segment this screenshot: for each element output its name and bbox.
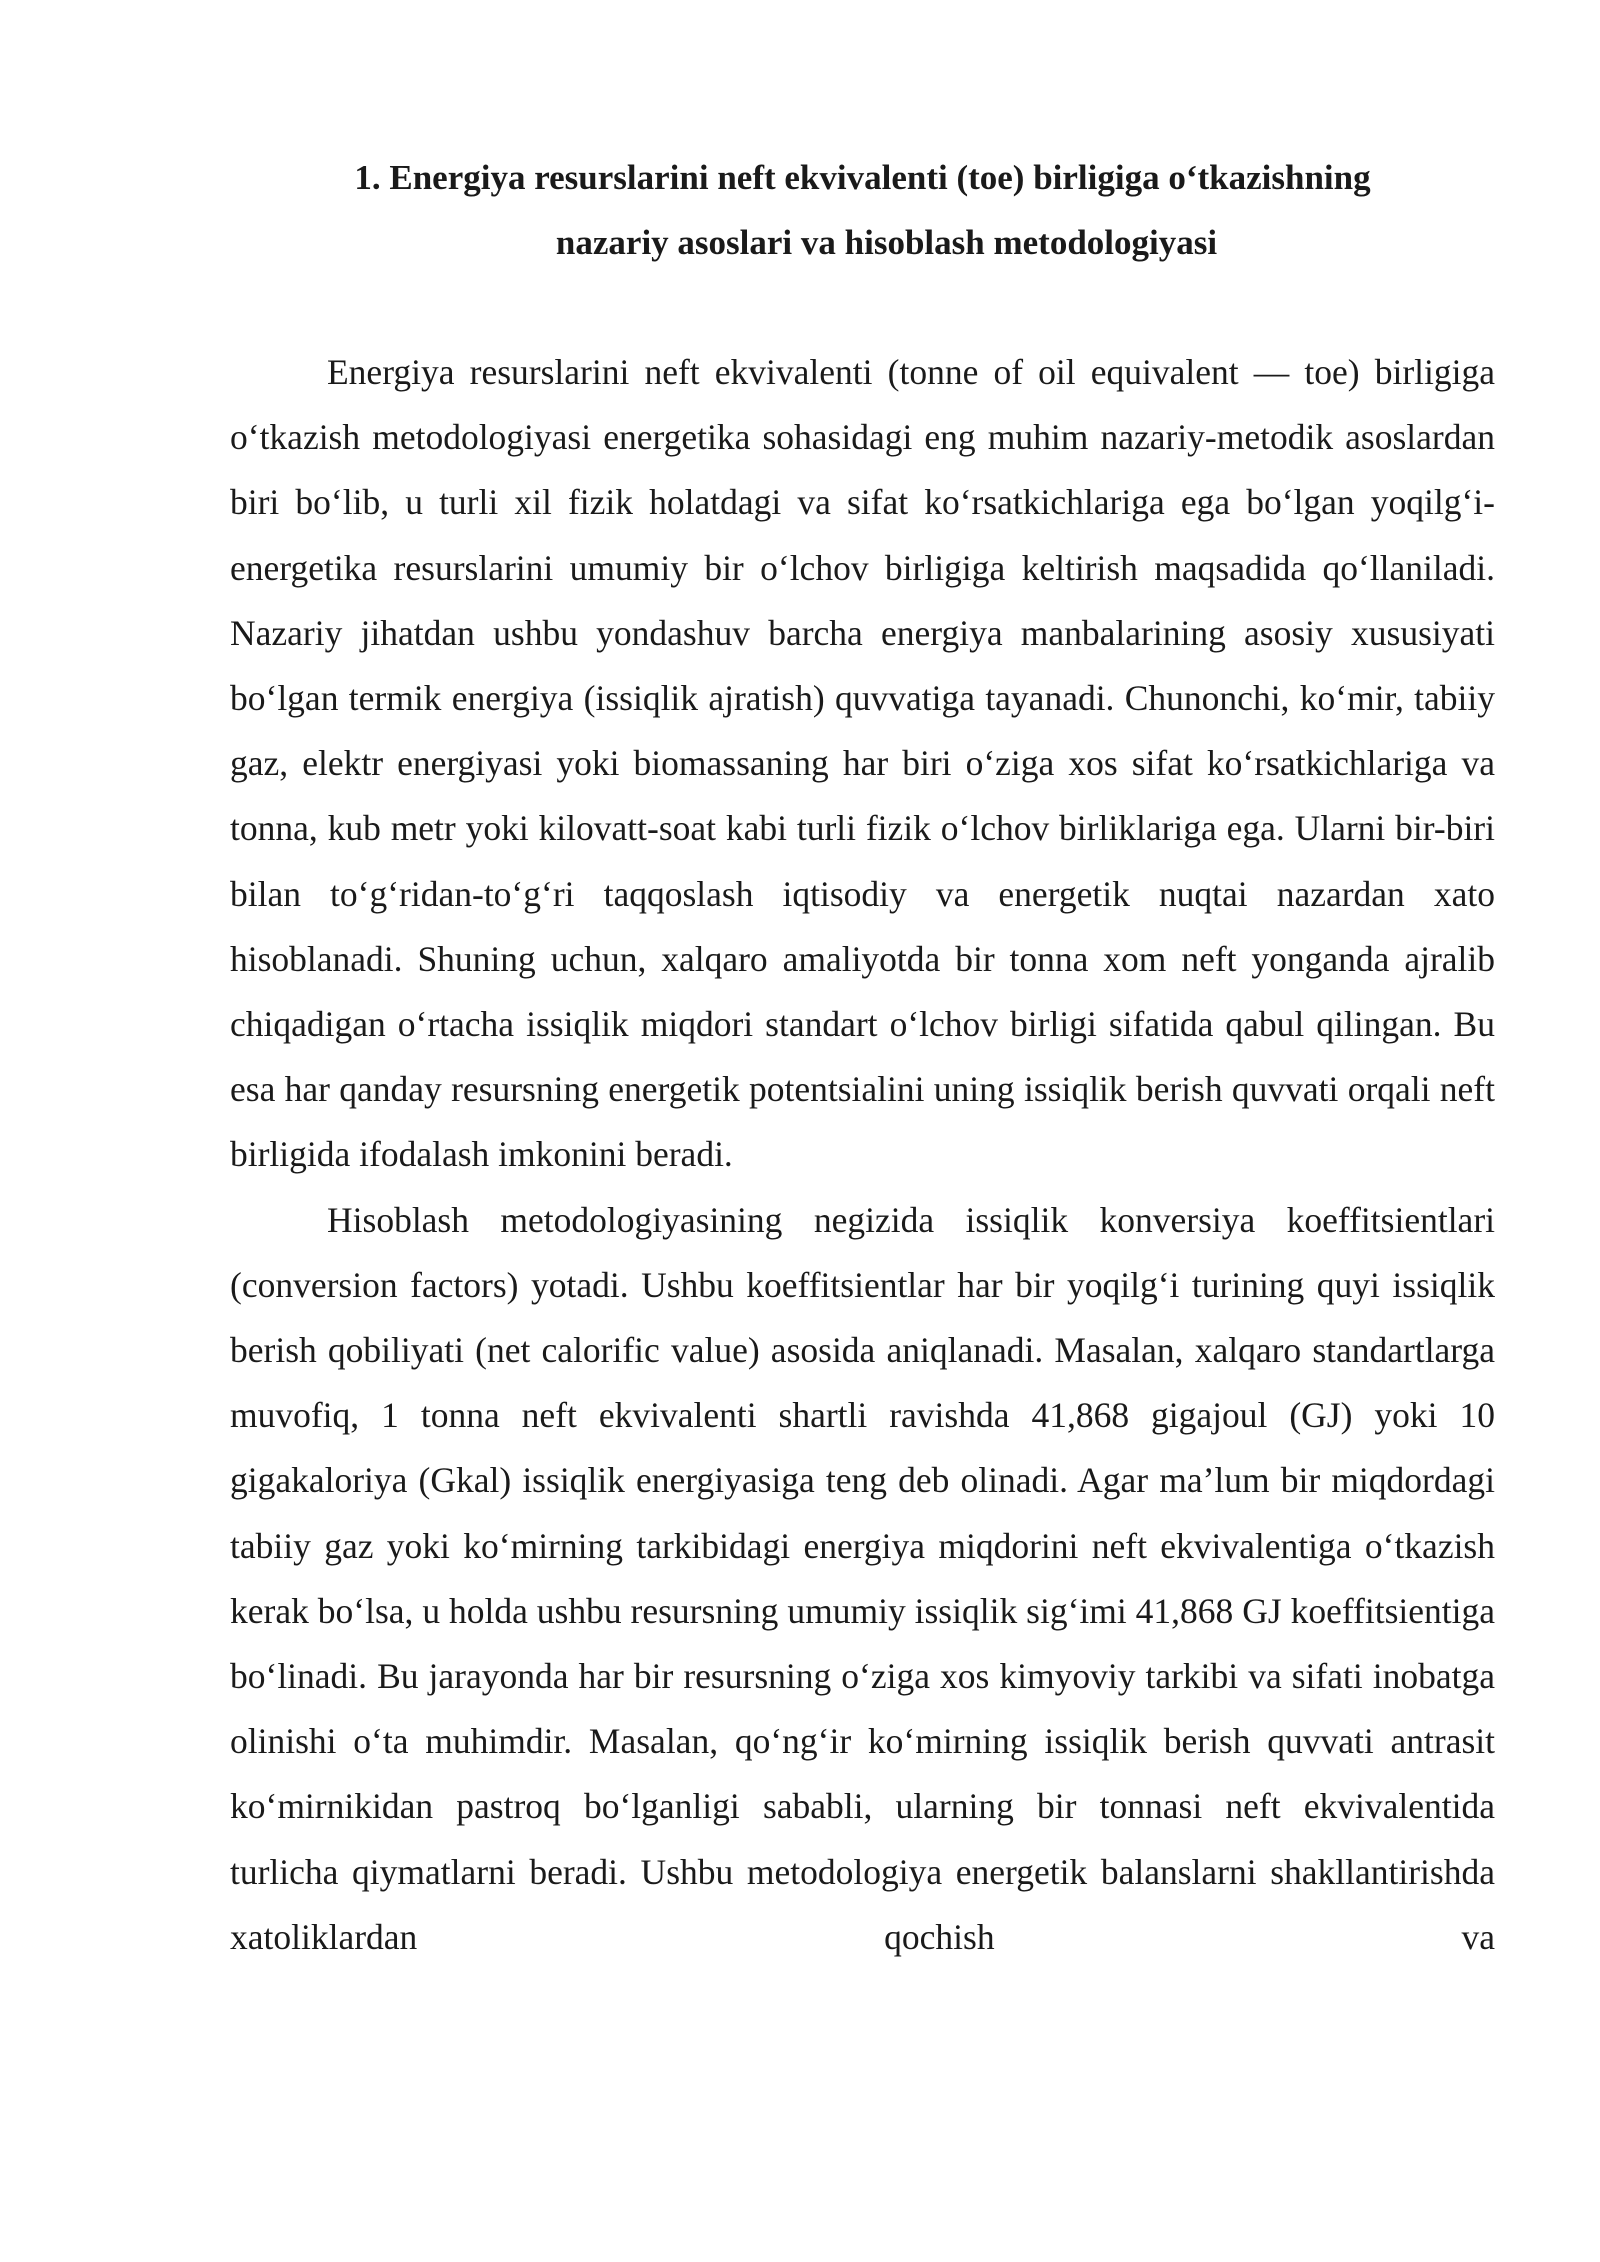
section-title-line-1: 1. Energiya resurslarini neft ekvivalenti (toe) birligiga o‘tkazishning [354, 158, 1371, 197]
body-text [230, 340, 1495, 1970]
section-title [230, 145, 1495, 275]
paragraph: Hisoblash metodologiyasining negizida issiqlik konversiya koeffitsientlari (conversion factors) yotadi. Ushbu koeffitsientlar har bir yoqilg‘i turining quyi issiqlik berish qobiliyati (net calorific value) asosida aniqlanadi. Masalan, xalqaro standartlarga muvofiq, 1 tonna neft ekvivalenti shartli ravishda 41,868 gigajoul (GJ) yoki 10 gigakaloriya (Gkal) issiqlik energiyasiga teng deb olinadi. Agar ma’lum bir miqdordagi tabiiy gaz yoki ko‘mirning tarkibidagi energiya miqdorini neft ekvivalentiga o‘tkazish kerak bo‘lsa, u holda ushbu resursning umumiy issiqlik sig‘imi 41,868 GJ koeffitsientiga bo‘linadi. Bu jarayonda har bir resursning o‘ziga xos kimyoviy tarkibi va sifati inobatga olinishi o‘ta muhimdir. Masalan, qo‘ng‘ir ko‘mirning issiqlik berish quvvati antrasit ko‘mirnikidan pastroq bo‘lganligi sababli, ularning bir tonnasi neft ekvivalentida turlicha qiymatlarni beradi. Ushbu metodologiya energetik balanslarni shakllantirishda xatoliklardan qochish va [230, 1199, 1495, 1957]
section-title-line-2: nazariy asoslari va hisoblash metodologiyasi [555, 223, 1218, 262]
paragraph: Energiya resurslarini neft ekvivalenti (tonne of oil equivalent — toe) birligiga o‘tkazish metodologiyasi energetika sohasidagi eng muhim nazariy-metodik asoslardan biri bo‘lib, u turli xil fizik holatdagi va sifat ko‘rsatkichlariga ega bo‘lgan yoqilg‘i-energetika resurslarini umumiy bir o‘lchov birligiga keltirish maqsadida qo‘llaniladi. Nazariy jihatdan ushbu yondashuv barcha energiya manbalarining asosiy xususiyati bo‘lgan termik energiya (issiqlik ajratish) quvvatiga tayanadi. Chunonchi, ko‘mir, tabiiy gaz, elektr energiyasi yoki biomassaning har biri o‘ziga xos sifat ko‘rsatkichlariga va tonna, kub metr yoki kilovatt-soat kabi turli fizik o‘lchov birliklariga ega. Ularni bir-biri bilan to‘g‘ridan-to‘g‘ri taqqoslash iqtisodiy va energetik nuqtai nazardan xato hisoblanadi. Shuning uchun, xalqaro amaliyotda bir tonna xom neft yonganda ajralib chiqadigan o‘rtacha issiqlik miqdori standart o‘lchov birligi sifatida qabul qilingan. Bu esa har qanday resursning energetik potentsialini uning issiqlik berish quvvati orqali neft birligida ifodalash imkonini beradi. [230, 352, 1495, 1175]
